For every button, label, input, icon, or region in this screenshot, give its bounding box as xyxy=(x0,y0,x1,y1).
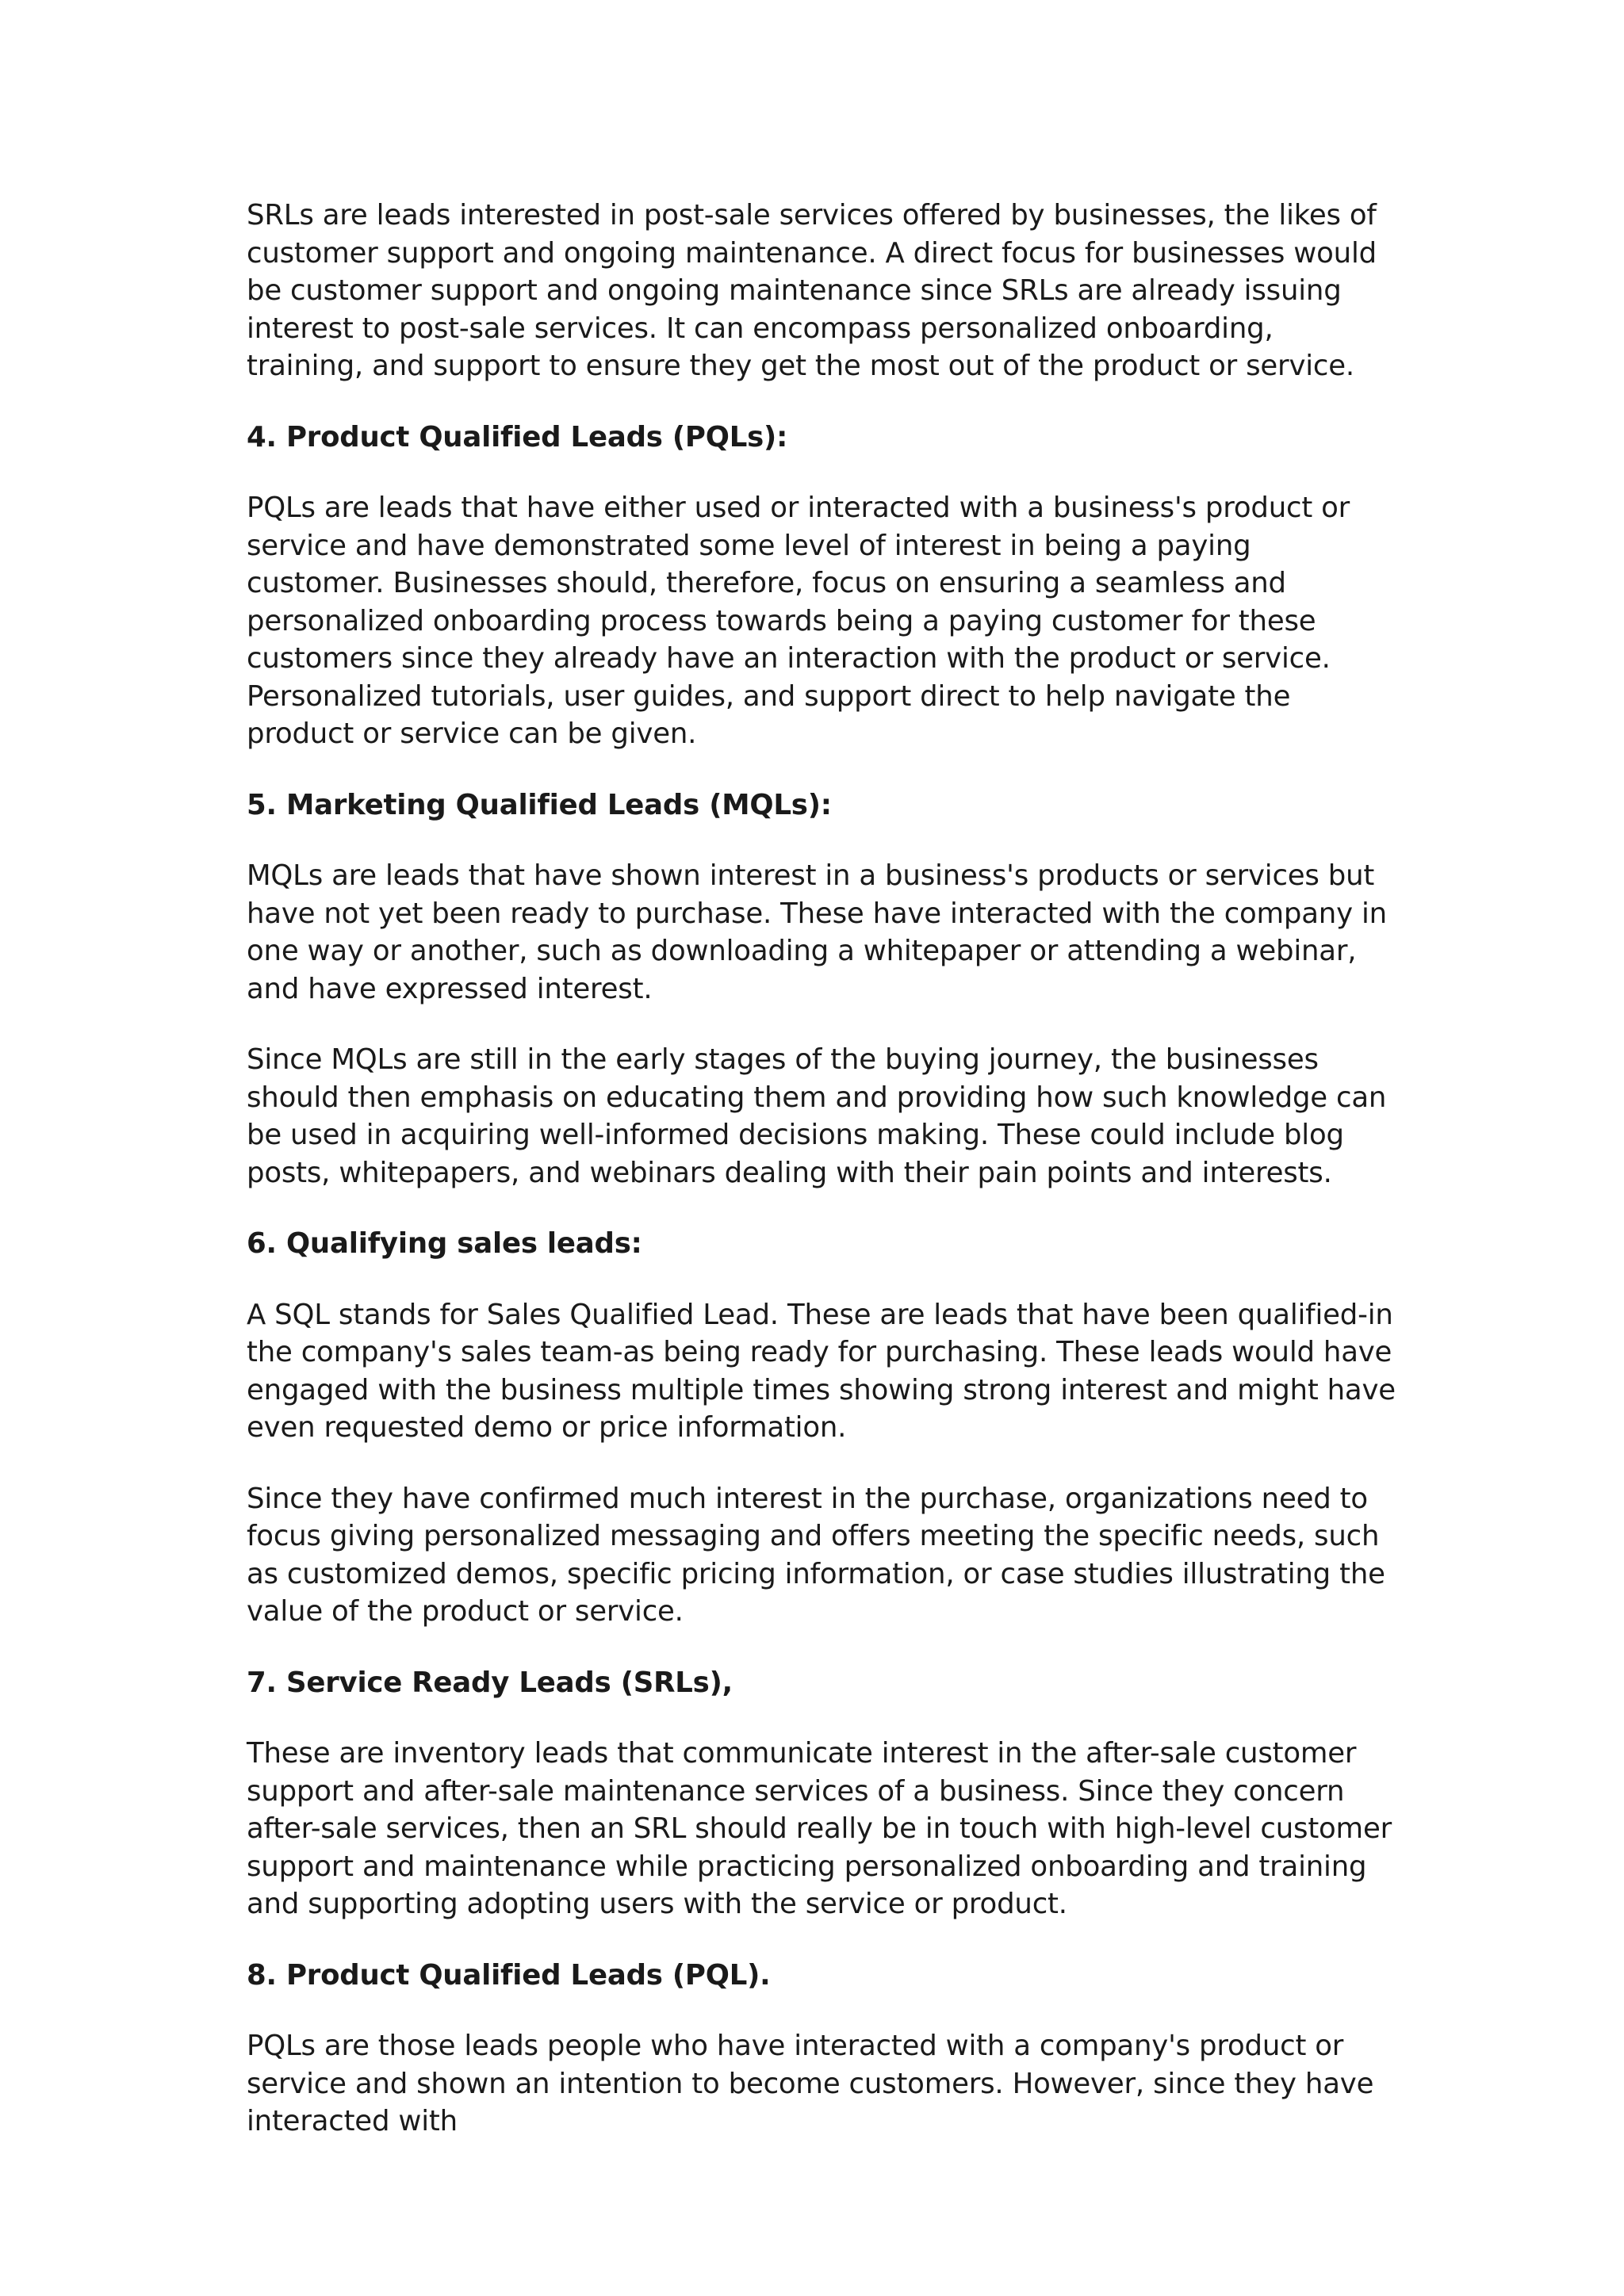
paragraph-sql-definition: A SQL stands for Sales Qualified Lead. These are leads that have been qualified-in the company's sales team-as being ready for purchasing. These leads would have engaged with the business multiple times showing strong interest and might have even requested demo or price information. xyxy=(247,1298,1396,1444)
paragraph-pqls: PQLs are leads that have either used or interacted with a business's product or service and have demonstrated some level of interest in being a paying customer. Businesses should, therefore, focus on ensuring a seamless and personalized onboarding process towards being a paying customer for these customers since they already have an interaction with the product or service. Personalized tutorials, user guides, and support direct to help navigate the product or service can be given. xyxy=(247,492,1350,750)
paragraph-sql-strategy: Since they have confirmed much interest in the purchase, organizations need to focus giving personalized messaging and offers meeting the specific needs, such as customized demos, specific pricing information, or case studies illustrating the value of the product or service. xyxy=(247,1482,1385,1628)
heading-sales-leads: 6. Qualifying sales leads: xyxy=(247,1227,642,1260)
paragraph-pql: PQLs are those leads people who have interacted with a company's product or service and shown an intention to become customers. However, since they have interacted with xyxy=(247,2030,1374,2137)
paragraph-mqls-definition: MQLs are leads that have shown interest in a business's products or services but have not yet been ready to purchase. These have interacted with the company in one way or another, such as downloading a whitepaper or attending a webinar, and have expressed interest. xyxy=(247,859,1387,1005)
paragraph-srl-intro: SRLs are leads interested in post-sale services offered by businesses, the likes of customer support and ongoing maintenance. A direct focus for businesses would be customer support and ongoing maintenance since SRLs are already issuing interest to post-sale services. It can encompass personalized onboarding, training, and support to ensure they get the most out of the product or service. xyxy=(247,199,1377,382)
document-page xyxy=(247,197,1396,2174)
heading-srls: 7. Service Ready Leads (SRLs), xyxy=(247,1666,733,1699)
paragraph-srls: These are inventory leads that communicate interest in the after-sale customer support and after-sale maintenance services of a business. Since they concern after-sale services, then an SRL should really be in touch with high-level customer support and maintenance while practicing personalized onboarding and training and supporting adopting users with the service or product. xyxy=(247,1737,1392,1920)
paragraph-mqls-strategy: Since MQLs are still in the early stages of the buying journey, the businesses should then emphasis on educating them and providing how such knowledge can be used in acquiring well-informed decisions making. These could include blog posts, whitepapers, and webinars dealing with their pain points and interests. xyxy=(247,1043,1387,1189)
heading-pql: 8. Product Qualified Leads (PQL). xyxy=(247,1958,771,1992)
heading-mqls: 5. Marketing Qualified Leads (MQLs): xyxy=(247,788,832,821)
heading-pqls: 4. Product Qualified Leads (PQLs): xyxy=(247,420,788,453)
